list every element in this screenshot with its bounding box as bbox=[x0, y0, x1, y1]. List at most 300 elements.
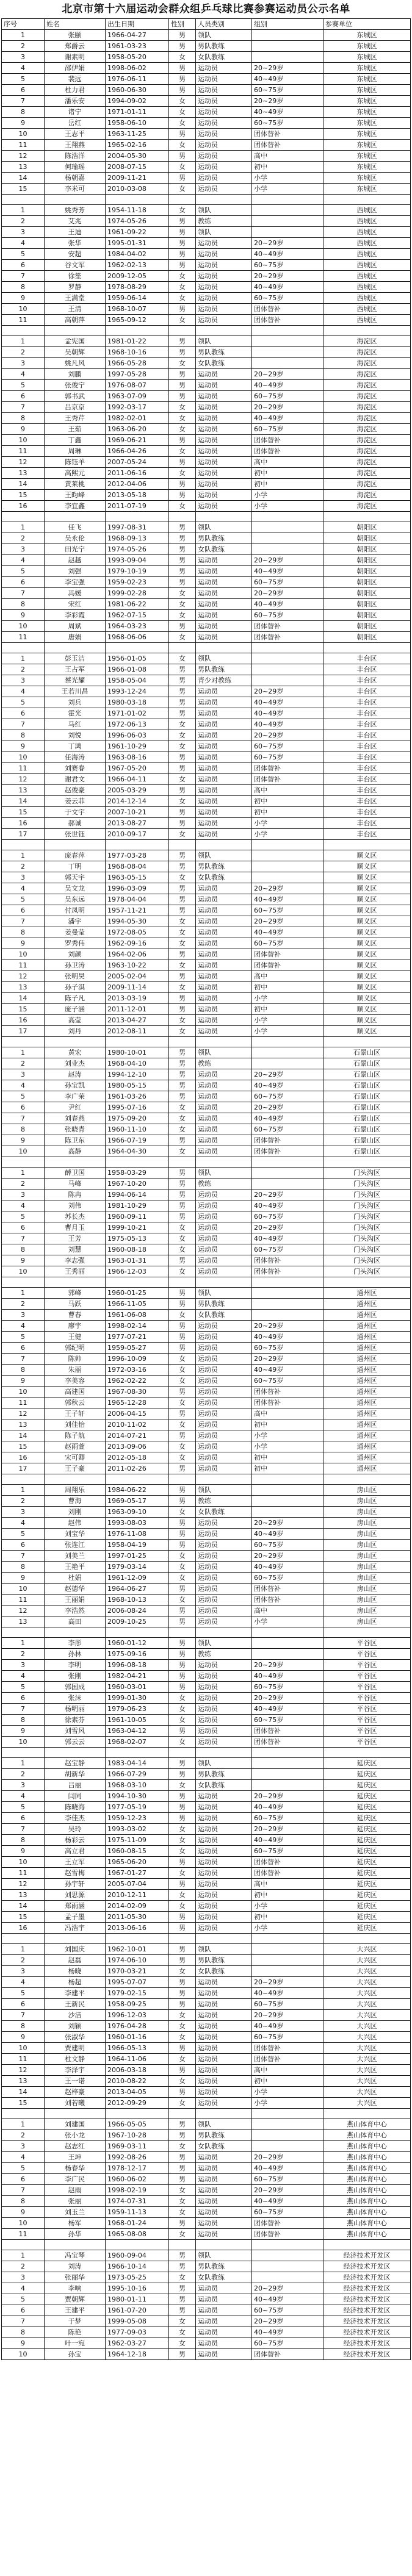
role-cell: 运动员 bbox=[196, 1704, 252, 1715]
row-number-cell: 2 bbox=[2, 664, 45, 675]
age-group-cell: 20~29岁 bbox=[252, 1660, 323, 1671]
gender-cell: 女 bbox=[169, 2076, 196, 2087]
athlete-name-cell: 王清 bbox=[45, 304, 106, 315]
table-row bbox=[2, 402, 411, 413]
gender-cell: 女 bbox=[169, 1595, 196, 1606]
team-unit-cell: 通州区 bbox=[323, 1354, 411, 1365]
gender-cell: 男 bbox=[169, 1988, 196, 1999]
row-number-cell: 12 bbox=[2, 971, 45, 982]
role-cell: 运动员 bbox=[196, 260, 252, 271]
gender-cell: 女 bbox=[169, 446, 196, 457]
team-unit-cell: 燕山体育中心 bbox=[323, 2163, 411, 2174]
athlete-name-cell: 马红 bbox=[45, 719, 106, 730]
role-cell: 运动员 bbox=[196, 424, 252, 435]
row-number-cell: 5 bbox=[2, 1211, 45, 1222]
age-group-cell: 60~75岁 bbox=[252, 1343, 323, 1354]
team-unit-cell: 丰台区 bbox=[323, 708, 411, 719]
gender-cell: 女 bbox=[169, 271, 196, 282]
athlete-name-cell: 刘思源 bbox=[45, 1890, 106, 1901]
age-group-cell bbox=[252, 1485, 323, 1496]
role-cell: 运动员 bbox=[196, 719, 252, 730]
role-cell: 运动员 bbox=[196, 785, 252, 796]
spacer-cell bbox=[169, 512, 196, 522]
spacer-cell bbox=[323, 1748, 411, 1758]
age-group-cell: 20~29岁 bbox=[252, 1693, 323, 1704]
section-spacer-row bbox=[2, 195, 411, 205]
spacer-cell bbox=[45, 1748, 106, 1758]
age-group-cell: 40~49岁 bbox=[252, 566, 323, 577]
role-cell: 运动员 bbox=[196, 1595, 252, 1606]
age-group-cell bbox=[252, 544, 323, 555]
role-cell: 男队教练 bbox=[196, 664, 252, 675]
team-unit-cell: 海淀区 bbox=[323, 446, 411, 457]
athlete-name-cell: 郑雨涵 bbox=[45, 1901, 106, 1912]
team-unit-cell: 平谷区 bbox=[323, 1649, 411, 1660]
table-row bbox=[2, 424, 411, 435]
gender-cell: 女 bbox=[169, 719, 196, 730]
row-number-cell: 14 bbox=[2, 479, 45, 490]
gender-cell: 女 bbox=[169, 315, 196, 326]
team-unit-cell: 大兴区 bbox=[323, 2054, 411, 2065]
athlete-name-cell: 郭书武 bbox=[45, 391, 106, 402]
birth-date-cell: 1994-09-02 bbox=[106, 96, 169, 107]
team-unit-cell: 海淀区 bbox=[323, 402, 411, 413]
row-number-cell: 6 bbox=[2, 577, 45, 588]
team-unit-cell: 顺义区 bbox=[323, 850, 411, 861]
birth-date-cell: 1961-12-09 bbox=[106, 1573, 169, 1584]
section-spacer-row bbox=[2, 326, 411, 336]
row-number-cell: 16 bbox=[2, 501, 45, 512]
role-cell: 运动员 bbox=[196, 2316, 252, 2327]
birth-date-cell: 1958-06-10 bbox=[106, 118, 169, 129]
spacer-cell bbox=[323, 1277, 411, 1288]
age-group-cell bbox=[252, 216, 323, 227]
row-number-cell: 5 bbox=[2, 1332, 45, 1343]
team-unit-cell: 东城区 bbox=[323, 63, 411, 74]
row-number-cell: 2 bbox=[2, 1769, 45, 1780]
athlete-name-cell: 陈冉 bbox=[45, 1189, 106, 1200]
row-number-cell: 12 bbox=[2, 2065, 45, 2076]
gender-cell: 男 bbox=[169, 621, 196, 632]
age-group-cell: 60~75岁 bbox=[252, 1211, 323, 1222]
table-row bbox=[2, 2119, 411, 2130]
age-group-cell bbox=[252, 1507, 323, 1518]
spacer-cell bbox=[2, 1474, 45, 1485]
gender-cell: 女 bbox=[169, 2338, 196, 2349]
role-cell: 运动员 bbox=[196, 2218, 252, 2229]
team-unit-cell: 大兴区 bbox=[323, 1955, 411, 1966]
table-row bbox=[2, 807, 411, 818]
gender-cell: 男 bbox=[169, 435, 196, 446]
spacer-cell bbox=[196, 643, 252, 653]
role-cell: 运动员 bbox=[196, 818, 252, 829]
gender-cell: 男 bbox=[169, 457, 196, 468]
table-row bbox=[2, 916, 411, 927]
team-unit-cell: 顺义区 bbox=[323, 982, 411, 993]
role-cell: 教练 bbox=[196, 1058, 252, 1069]
row-number-cell: 11 bbox=[2, 960, 45, 971]
spacer-cell bbox=[45, 326, 106, 336]
gender-cell: 男 bbox=[169, 1769, 196, 1780]
table-row bbox=[2, 1255, 411, 1266]
age-group-cell: 团体替补 bbox=[252, 960, 323, 971]
table-row bbox=[2, 1321, 411, 1332]
table-row bbox=[2, 2152, 411, 2163]
birth-date-cell: 1995-10-16 bbox=[106, 2283, 169, 2294]
gender-cell: 女 bbox=[169, 2229, 196, 2240]
role-cell: 女队教练 bbox=[196, 544, 252, 555]
table-row bbox=[2, 1332, 411, 1343]
role-cell: 男队教练 bbox=[196, 2130, 252, 2141]
team-unit-cell: 顺义区 bbox=[323, 1026, 411, 1037]
team-unit-cell: 延庆区 bbox=[323, 1758, 411, 1769]
table-row bbox=[2, 1080, 411, 1091]
table-row bbox=[2, 2054, 411, 2065]
row-number-cell: 7 bbox=[2, 2316, 45, 2327]
row-number-cell: 16 bbox=[2, 1452, 45, 1463]
age-group-cell: 20~29岁 bbox=[252, 2185, 323, 2196]
table-row bbox=[2, 1944, 411, 1955]
athlete-name-cell: 张俊宁 bbox=[45, 380, 106, 391]
gender-cell: 男 bbox=[169, 850, 196, 861]
team-unit-cell: 顺义区 bbox=[323, 861, 411, 872]
birth-date-cell: 1967-05-20 bbox=[106, 763, 169, 774]
spacer-cell bbox=[45, 2240, 106, 2250]
gender-cell: 男 bbox=[169, 1649, 196, 1660]
table-row bbox=[2, 446, 411, 457]
row-number-cell: 3 bbox=[2, 2272, 45, 2283]
age-group-cell: 40~49岁 bbox=[252, 719, 323, 730]
spacer-cell bbox=[106, 326, 169, 336]
birth-date-cell: 1964-04-30 bbox=[106, 1146, 169, 1157]
gender-cell: 女 bbox=[169, 1737, 196, 1748]
table-row bbox=[2, 2316, 411, 2327]
birth-date-cell: 1966-07-29 bbox=[106, 1769, 169, 1780]
gender-cell: 女 bbox=[169, 205, 196, 216]
table-row bbox=[2, 632, 411, 643]
gender-cell: 男 bbox=[169, 1485, 196, 1496]
spacer-cell bbox=[2, 512, 45, 522]
gender-cell: 男 bbox=[169, 1343, 196, 1354]
gender-cell: 男 bbox=[169, 74, 196, 85]
table-row bbox=[2, 883, 411, 894]
role-cell: 领队 bbox=[196, 1638, 252, 1649]
table-row bbox=[2, 949, 411, 960]
role-cell: 运动员 bbox=[196, 1584, 252, 1595]
age-group-cell: 40~49岁 bbox=[252, 697, 323, 708]
gender-cell: 女 bbox=[169, 1244, 196, 1255]
age-group-cell: 40~49岁 bbox=[252, 413, 323, 424]
spacer-cell bbox=[45, 2109, 106, 2119]
athlete-name-cell: 沙洁 bbox=[45, 2010, 106, 2021]
age-group-cell: 团体替补 bbox=[252, 632, 323, 643]
role-cell: 运动员 bbox=[196, 960, 252, 971]
row-number-cell: 10 bbox=[2, 1584, 45, 1595]
role-cell: 男队教练 bbox=[196, 347, 252, 358]
table-row bbox=[2, 741, 411, 752]
row-number-cell: 8 bbox=[2, 1244, 45, 1255]
row-number-cell: 1 bbox=[2, 653, 45, 664]
section-spacer-row bbox=[2, 1277, 411, 1288]
row-number-cell: 6 bbox=[2, 1813, 45, 1824]
table-row bbox=[2, 1606, 411, 1616]
age-group-cell: 40~49岁 bbox=[252, 107, 323, 118]
age-group-cell: 高中 bbox=[252, 1879, 323, 1890]
birth-date-cell: 2013-04-05 bbox=[106, 2087, 169, 2098]
table-row bbox=[2, 555, 411, 566]
table-row bbox=[2, 1923, 411, 1934]
gender-cell: 男 bbox=[169, 1299, 196, 1310]
table-row bbox=[2, 708, 411, 719]
team-unit-cell: 石景山区 bbox=[323, 1080, 411, 1091]
birth-date-cell: 2011-12-01 bbox=[106, 1004, 169, 1015]
athlete-name-cell: 姚秀芳 bbox=[45, 205, 106, 216]
gender-cell: 男 bbox=[169, 1529, 196, 1540]
row-number-cell: 11 bbox=[2, 140, 45, 151]
role-cell: 运动员 bbox=[196, 1222, 252, 1233]
athlete-name-cell: 张明昊 bbox=[45, 971, 106, 982]
row-number-cell: 4 bbox=[2, 238, 45, 249]
team-unit-cell: 大兴区 bbox=[323, 2032, 411, 2043]
row-number-cell: 3 bbox=[2, 1189, 45, 1200]
table-row bbox=[2, 2010, 411, 2021]
birth-date-cell: 1966-10-14 bbox=[106, 2261, 169, 2272]
age-group-cell: 团体替补 bbox=[252, 2349, 323, 2360]
row-number-cell: 3 bbox=[2, 1780, 45, 1791]
birth-date-cell: 1976-11-08 bbox=[106, 1529, 169, 1540]
birth-date-cell: 2004-05-30 bbox=[106, 151, 169, 162]
row-number-cell: 5 bbox=[2, 566, 45, 577]
gender-cell: 男 bbox=[169, 1004, 196, 1015]
row-number-cell: 2 bbox=[2, 2261, 45, 2272]
birth-date-cell: 1962-09-16 bbox=[106, 938, 169, 949]
role-cell: 运动员 bbox=[196, 1901, 252, 1912]
birth-date-cell: 1967-01-27 bbox=[106, 1868, 169, 1879]
team-unit-cell: 经济技术开发区 bbox=[323, 2338, 411, 2349]
birth-date-cell: 2014-12-14 bbox=[106, 796, 169, 807]
birth-date-cell: 1994-10-30 bbox=[106, 1791, 169, 1802]
table-row bbox=[2, 118, 411, 129]
row-number-cell: 2 bbox=[2, 1299, 45, 1310]
team-unit-cell: 海淀区 bbox=[323, 380, 411, 391]
athlete-name-cell: 丁明 bbox=[45, 861, 106, 872]
birth-date-cell: 2007-05-24 bbox=[106, 457, 169, 468]
athlete-name-cell: 张刚 bbox=[45, 1671, 106, 1682]
row-number-cell: 4 bbox=[2, 1080, 45, 1091]
table-row bbox=[2, 238, 411, 249]
age-group-cell: 40~49岁 bbox=[252, 1704, 323, 1715]
birth-date-cell: 1961-10-29 bbox=[106, 741, 169, 752]
age-group-cell: 初中 bbox=[252, 1912, 323, 1923]
age-group-cell: 团体替补 bbox=[252, 446, 323, 457]
birth-date-cell: 1963-08-16 bbox=[106, 752, 169, 763]
age-group-cell: 60~75岁 bbox=[252, 391, 323, 402]
age-group-cell: 20~29岁 bbox=[252, 238, 323, 249]
role-cell: 运动员 bbox=[196, 2196, 252, 2207]
athlete-name-cell: 宋可卿 bbox=[45, 1452, 106, 1463]
age-group-cell bbox=[252, 2250, 323, 2261]
birth-date-cell: 1954-11-18 bbox=[106, 205, 169, 216]
spacer-cell bbox=[323, 1037, 411, 1047]
role-cell: 运动员 bbox=[196, 1813, 252, 1824]
team-unit-cell: 房山区 bbox=[323, 1595, 411, 1606]
gender-cell: 女 bbox=[169, 610, 196, 621]
role-cell: 运动员 bbox=[196, 85, 252, 96]
team-unit-cell: 丰台区 bbox=[323, 774, 411, 785]
birth-date-cell: 1969-03-11 bbox=[106, 2141, 169, 2152]
row-number-cell: 1 bbox=[2, 1944, 45, 1955]
row-number-cell: 7 bbox=[2, 1824, 45, 1835]
athlete-name-cell: 杜娟 bbox=[45, 1573, 106, 1584]
gender-cell: 女 bbox=[169, 1113, 196, 1124]
team-unit-cell: 丰台区 bbox=[323, 763, 411, 774]
table-row bbox=[2, 1704, 411, 1715]
table-row bbox=[2, 74, 411, 85]
birth-date-cell: 1966-07-19 bbox=[106, 1135, 169, 1146]
birth-date-cell: 1974-05-26 bbox=[106, 216, 169, 227]
age-group-cell bbox=[252, 1179, 323, 1189]
athlete-name-cell: 刘春燕 bbox=[45, 1113, 106, 1124]
birth-date-cell: 1965-08-08 bbox=[106, 2229, 169, 2240]
row-number-cell: 7 bbox=[2, 1354, 45, 1365]
athlete-name-cell: 刘涛 bbox=[45, 2261, 106, 2272]
team-unit-cell: 通州区 bbox=[323, 1430, 411, 1441]
table-row bbox=[2, 1835, 411, 1846]
birth-date-cell: 1961-07-20 bbox=[106, 2305, 169, 2316]
athlete-name-cell: 孙华 bbox=[45, 2229, 106, 2240]
table-row bbox=[2, 380, 411, 391]
team-unit-cell: 燕山体育中心 bbox=[323, 2141, 411, 2152]
gender-cell: 男 bbox=[169, 391, 196, 402]
age-group-cell: 高中 bbox=[252, 1408, 323, 1419]
birth-date-cell: 1971-01-02 bbox=[106, 708, 169, 719]
team-unit-cell: 朝阳区 bbox=[323, 610, 411, 621]
role-cell: 运动员 bbox=[196, 1868, 252, 1879]
role-cell: 教练 bbox=[196, 1496, 252, 1507]
table-row bbox=[2, 2141, 411, 2152]
table-row bbox=[2, 719, 411, 730]
birth-date-cell: 1971-01-11 bbox=[106, 107, 169, 118]
role-cell: 运动员 bbox=[196, 2163, 252, 2174]
role-cell: 运动员 bbox=[196, 993, 252, 1004]
team-unit-cell: 朝阳区 bbox=[323, 555, 411, 566]
role-cell: 运动员 bbox=[196, 2032, 252, 2043]
age-group-cell bbox=[252, 1058, 323, 1069]
age-group-cell: 高中 bbox=[252, 457, 323, 468]
spacer-cell bbox=[323, 1474, 411, 1485]
table-row bbox=[2, 1397, 411, 1408]
age-group-cell: 团体替补 bbox=[252, 140, 323, 151]
row-number-cell: 15 bbox=[2, 1004, 45, 1015]
team-unit-cell: 西城区 bbox=[323, 249, 411, 260]
table-row bbox=[2, 588, 411, 599]
athlete-name-cell: 李宝强 bbox=[45, 577, 106, 588]
athlete-name-cell: 王艳平 bbox=[45, 1562, 106, 1573]
athlete-name-cell: 庞春萍 bbox=[45, 850, 106, 861]
role-cell: 运动员 bbox=[196, 555, 252, 566]
role-cell: 运动员 bbox=[196, 129, 252, 140]
table-row bbox=[2, 1441, 411, 1452]
table-row bbox=[2, 2327, 411, 2338]
gender-cell: 男 bbox=[169, 216, 196, 227]
row-number-cell: 1 bbox=[2, 336, 45, 347]
athlete-name-cell: 赵雨萱 bbox=[45, 1441, 106, 1452]
age-group-cell: 40~49岁 bbox=[252, 894, 323, 905]
role-cell: 运动员 bbox=[196, 1266, 252, 1277]
athlete-name-cell: 付凤明 bbox=[45, 905, 106, 916]
spacer-cell bbox=[45, 1934, 106, 1944]
team-unit-cell: 丰台区 bbox=[323, 741, 411, 752]
table-row bbox=[2, 2305, 411, 2316]
team-unit-cell: 门头沟区 bbox=[323, 1244, 411, 1255]
birth-date-cell: 1996-08-18 bbox=[106, 1660, 169, 1671]
row-number-cell: 7 bbox=[2, 96, 45, 107]
age-group-cell bbox=[252, 1649, 323, 1660]
gender-cell: 女 bbox=[169, 424, 196, 435]
birth-date-cell: 1981-01-22 bbox=[106, 336, 169, 347]
table-row bbox=[2, 347, 411, 358]
age-group-cell bbox=[252, 861, 323, 872]
birth-date-cell: 2011-06-16 bbox=[106, 468, 169, 479]
table-row bbox=[2, 1124, 411, 1135]
spacer-cell bbox=[169, 1934, 196, 1944]
row-number-cell: 3 bbox=[2, 52, 45, 63]
age-group-cell: 60~75岁 bbox=[252, 2305, 323, 2316]
section-spacer-row bbox=[2, 2109, 411, 2119]
role-cell: 运动员 bbox=[196, 763, 252, 774]
spacer-cell bbox=[169, 2109, 196, 2119]
athlete-name-cell: 郭纪明 bbox=[45, 1343, 106, 1354]
gender-cell: 女 bbox=[169, 1966, 196, 1977]
role-cell: 运动员 bbox=[196, 894, 252, 905]
birth-date-cell: 1968-10-16 bbox=[106, 347, 169, 358]
athlete-name-cell: 闫同 bbox=[45, 1791, 106, 1802]
team-unit-cell: 西城区 bbox=[323, 227, 411, 238]
row-number-cell: 4 bbox=[2, 1977, 45, 1988]
table-row bbox=[2, 730, 411, 741]
role-cell: 领队 bbox=[196, 227, 252, 238]
birth-date-cell: 1963-07-09 bbox=[106, 391, 169, 402]
team-unit-cell: 通州区 bbox=[323, 1419, 411, 1430]
athlete-name-cell: 贾建明 bbox=[45, 2043, 106, 2054]
age-group-cell: 高中 bbox=[252, 785, 323, 796]
table-row bbox=[2, 1069, 411, 1080]
spacer-cell bbox=[252, 840, 323, 850]
age-group-cell: 40~49岁 bbox=[252, 2021, 323, 2032]
team-unit-cell: 丰台区 bbox=[323, 664, 411, 675]
gender-cell: 女 bbox=[169, 118, 196, 129]
team-unit-cell: 东城区 bbox=[323, 118, 411, 129]
age-group-cell: 20~29岁 bbox=[252, 1977, 323, 1988]
team-unit-cell: 西城区 bbox=[323, 315, 411, 326]
spacer-cell bbox=[45, 195, 106, 205]
athlete-name-cell: 高田 bbox=[45, 1616, 106, 1627]
birth-date-cell: 1968-02-07 bbox=[106, 1737, 169, 1748]
row-number-cell: 2 bbox=[2, 1058, 45, 1069]
age-group-cell: 40~49岁 bbox=[252, 1529, 323, 1540]
spacer-cell bbox=[196, 1037, 252, 1047]
spacer-cell bbox=[106, 1037, 169, 1047]
athlete-name-cell: 郭天宇 bbox=[45, 872, 106, 883]
age-group-cell: 60~75岁 bbox=[252, 1124, 323, 1135]
row-number-cell: 13 bbox=[2, 982, 45, 993]
athlete-name-cell: 高立君 bbox=[45, 1846, 106, 1857]
team-unit-cell: 西城区 bbox=[323, 238, 411, 249]
athlete-name-cell: 徐笙 bbox=[45, 271, 106, 282]
age-group-cell: 20~29岁 bbox=[252, 588, 323, 599]
row-number-cell: 3 bbox=[2, 2141, 45, 2152]
row-number-cell: 4 bbox=[2, 2152, 45, 2163]
